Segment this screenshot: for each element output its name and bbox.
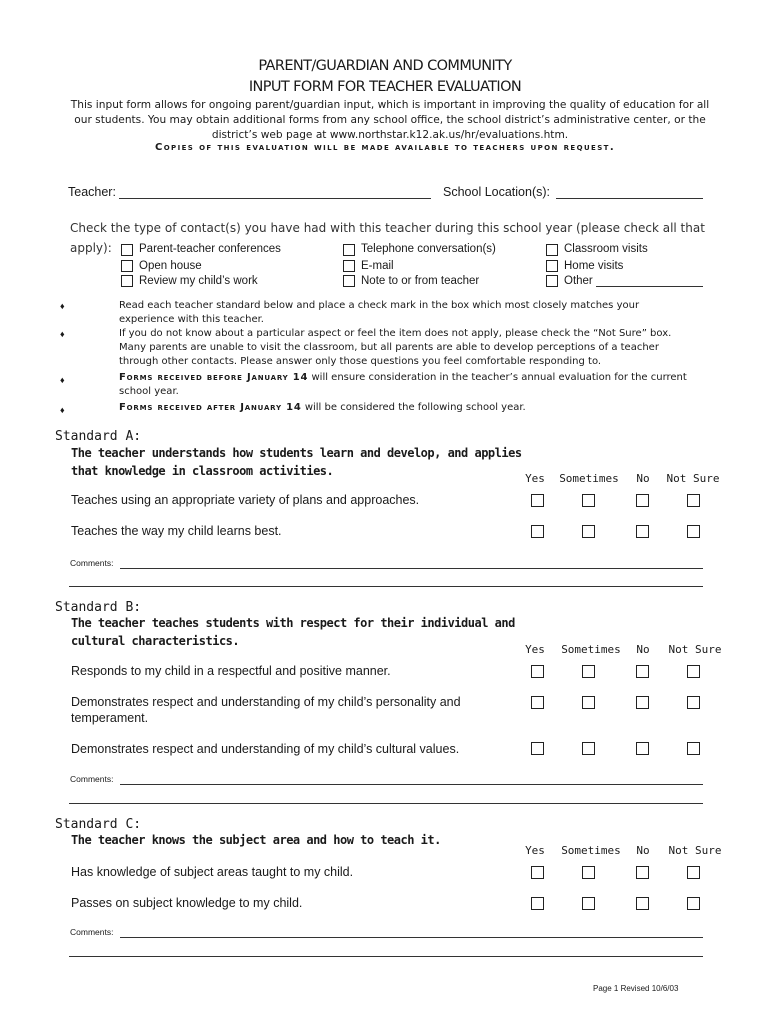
standard-b-item-1: Responds to my child in a respectful and positive manner.: [71, 664, 391, 678]
teacher-field[interactable]: [119, 198, 431, 199]
option-email: E-mail: [361, 260, 394, 272]
instruction-4: [119, 401, 694, 415]
contact-prompt-line1: Check the type of contact(s) you have had with this teacher during this school year (please check all that: [70, 221, 705, 235]
b1-no-checkbox[interactable]: [636, 665, 649, 678]
c1-not-sure-checkbox[interactable]: [687, 866, 700, 879]
instruction-4-text: will be considered the following school year.: [301, 402, 526, 413]
b3-sometimes-checkbox[interactable]: [582, 742, 595, 755]
b1-not-sure-checkbox[interactable]: [687, 665, 700, 678]
c2-sometimes-checkbox[interactable]: [582, 897, 595, 910]
c2-no-checkbox[interactable]: [636, 897, 649, 910]
checkbox-parent-teacher-conferences[interactable]: [121, 244, 133, 256]
standard-a-item-2: Teaches the way my child learns best.: [71, 524, 282, 538]
option-home-visits: Home visits: [564, 260, 624, 272]
c2-not-sure-checkbox[interactable]: [687, 897, 700, 910]
b2-no-checkbox[interactable]: [636, 696, 649, 709]
instruction-2: If you do not know about a particular aspect or feel the item does not apply, please check the “Not Sure” box. Many parents are unable to visit the classroom, but all parents are able to develop perceptions of a teacher through other contacts. Please answer only those questions you feel comfortable responding to.: [119, 328, 672, 367]
checkbox-classroom-visits[interactable]: [546, 244, 558, 256]
col-sometimes: Sometimes: [559, 472, 619, 485]
standard-b-comments-line-2[interactable]: [69, 803, 703, 804]
standard-c-heading: Standard C:: [55, 817, 142, 832]
checkbox-other[interactable]: [546, 275, 558, 287]
b3-yes-checkbox[interactable]: [531, 742, 544, 755]
col-no: No: [636, 844, 650, 857]
b2-sometimes-checkbox[interactable]: [582, 696, 595, 709]
contact-prompt-line2: apply):: [70, 241, 112, 255]
a2-not-sure-checkbox[interactable]: [687, 525, 700, 538]
col-not-sure: Not Sure: [668, 643, 722, 656]
col-no: No: [636, 643, 650, 656]
instruction-1: Read each teacher standard below and place a check mark in the box which most closely matches your experience with this teacher.: [119, 300, 640, 325]
a2-no-checkbox[interactable]: [636, 525, 649, 538]
standard-c-comments-label: Comments:: [70, 927, 114, 937]
col-yes: Yes: [525, 844, 545, 857]
checkbox-open-house[interactable]: [121, 260, 133, 272]
standard-b-item-3: Demonstrates respect and understanding of my child’s cultural values.: [71, 742, 460, 756]
a1-not-sure-checkbox[interactable]: [687, 494, 700, 507]
standard-c-description: The teacher knows the subject area and how to teach it.: [71, 833, 441, 847]
standard-b-description: The teacher teaches students with respect for their individual and cultural characteristics.: [71, 616, 515, 648]
b3-no-checkbox[interactable]: [636, 742, 649, 755]
checkbox-review-childs-work[interactable]: [121, 275, 133, 287]
standard-b-comments-line-1[interactable]: [120, 784, 703, 785]
c2-yes-checkbox[interactable]: [531, 897, 544, 910]
a2-yes-checkbox[interactable]: [531, 525, 544, 538]
school-location-label: School Location(s):: [443, 185, 551, 199]
bullet-icon: ♦: [60, 301, 65, 311]
c1-no-checkbox[interactable]: [636, 866, 649, 879]
option-note-to-from-teacher: Note to or from teacher: [361, 275, 480, 287]
standard-c-comments-line-1[interactable]: [120, 937, 703, 938]
standard-a-comments-line-1[interactable]: [120, 568, 703, 569]
standard-b-comments-label: Comments:: [70, 774, 114, 784]
a1-sometimes-checkbox[interactable]: [582, 494, 595, 507]
b1-sometimes-checkbox[interactable]: [582, 665, 595, 678]
col-not-sure: Not Sure: [666, 472, 720, 485]
teacher-label: Teacher:: [68, 185, 116, 199]
instruction-3-text: will ensure consideration in the teacher’s annual evaluation for the current school year.: [119, 372, 687, 397]
col-not-sure: Not Sure: [668, 844, 722, 857]
col-no: No: [636, 472, 650, 485]
other-field[interactable]: [596, 286, 703, 287]
standard-c-comments-line-2[interactable]: [69, 956, 703, 957]
checkbox-note-to-from-teacher[interactable]: [343, 275, 355, 287]
standard-c-item-1: Has knowledge of subject areas taught to my child.: [71, 865, 354, 879]
checkbox-home-visits[interactable]: [546, 260, 558, 272]
option-other: Other: [564, 275, 593, 287]
c1-sometimes-checkbox[interactable]: [582, 866, 595, 879]
form-title-line2: INPUT FORM FOR TEACHER EVALUATION: [248, 79, 522, 95]
bullet-icon: ♦: [60, 329, 65, 339]
bullet-icon: ♦: [60, 405, 65, 415]
option-parent-teacher-conferences: Parent-teacher conferences: [139, 243, 281, 255]
a1-no-checkbox[interactable]: [636, 494, 649, 507]
col-sometimes: Sometimes: [561, 643, 621, 656]
instruction-4-emphasis: Forms received after January 14: [119, 402, 302, 413]
c1-yes-checkbox[interactable]: [531, 866, 544, 879]
col-yes: Yes: [525, 472, 545, 485]
b3-not-sure-checkbox[interactable]: [687, 742, 700, 755]
b2-not-sure-checkbox[interactable]: [687, 696, 700, 709]
instruction-3-emphasis: Forms received before January 14: [119, 372, 309, 383]
col-yes: Yes: [525, 643, 545, 656]
col-sometimes: Sometimes: [561, 844, 621, 857]
bullet-icon: ♦: [60, 375, 65, 385]
instruction-3: [119, 371, 694, 399]
b2-yes-checkbox[interactable]: [531, 696, 544, 709]
a1-yes-checkbox[interactable]: [531, 494, 544, 507]
checkbox-telephone-conversations[interactable]: [343, 244, 355, 256]
school-location-field[interactable]: [556, 198, 703, 199]
standard-c-item-2: Passes on subject knowledge to my child.: [71, 896, 303, 910]
form-title-line1: PARENT/GUARDIAN AND COMMUNITY: [258, 58, 512, 74]
option-classroom-visits: Classroom visits: [564, 243, 648, 255]
standard-a-item-1: Teaches using an appropriate variety of plans and approaches.: [71, 493, 420, 507]
option-telephone-conversations: Telephone conversation(s): [361, 243, 496, 255]
copies-notice: Copies of this evaluation will be made available to teachers upon request.: [154, 142, 616, 153]
standard-a-description: The teacher understands how students learn and develop, and applies that knowledge in classroom activities.: [71, 446, 522, 478]
intro-paragraph: This input form allows for ongoing parent/guardian input, which is important in improving the quality of education for all our students. You may obtain additional forms from any school office, the school district’s administrative center, or the district’s web page at www.northstar.k12.ak.us/hr/evaluations.htm.: [70, 99, 710, 141]
standard-a-heading: Standard A:: [55, 429, 142, 444]
standard-a-comments-line-2[interactable]: [69, 586, 703, 587]
standard-a-comments-label: Comments:: [70, 558, 114, 568]
standard-b-item-2: Demonstrates respect and understanding of my child’s personality and temperament.: [71, 695, 461, 725]
a2-sometimes-checkbox[interactable]: [582, 525, 595, 538]
option-review-childs-work: Review my child’s work: [139, 275, 258, 287]
page-footer: Page 1 Revised 10/6/03: [593, 984, 679, 993]
b1-yes-checkbox[interactable]: [531, 665, 544, 678]
standard-b-heading: Standard B:: [55, 600, 142, 615]
option-open-house: Open house: [139, 260, 202, 272]
checkbox-email[interactable]: [343, 260, 355, 272]
